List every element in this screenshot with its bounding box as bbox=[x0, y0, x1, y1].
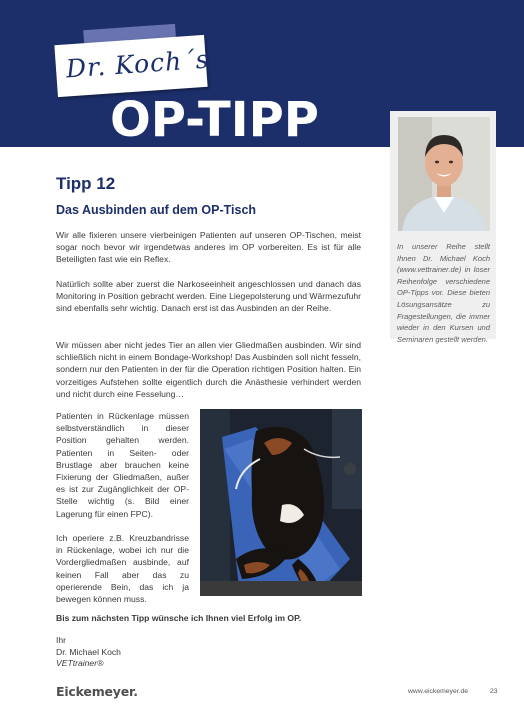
portrait-image bbox=[398, 117, 490, 231]
page-title: OP-TIPP bbox=[110, 92, 319, 148]
tip-number-heading: Tipp 12 bbox=[56, 174, 116, 193]
publisher-logo: Eickemeyer. bbox=[56, 684, 138, 699]
sidebar-intro-text: In unserer Reihe stellt Ihnen Dr. Michael Koch (www.vettrainer.de) in loser Reihenfolge verschiedene OP-Tipps vor. Diese bieten Lösungsansätze zu Fragestellungen, die immer wieder in den Kursen und Seminaren gestellt werden. bbox=[397, 242, 490, 344]
surgery-positioning-photo bbox=[200, 409, 362, 596]
closing-line: Bis zum nächsten Tipp wünsche ich Ihnen viel Erfolg im OP. bbox=[56, 613, 302, 623]
dog-on-table-image bbox=[200, 409, 362, 596]
paragraph-5: Ich operiere z.B. Kreuzbandrisse in Rückenlage, wobei ich nur die Vordergliedmaßen ausbinde, auf keinen Fall aber das zu operierende Bein, das ich ja bewegen können muss. bbox=[56, 533, 189, 605]
logo-script-text: Dr. Koch´s bbox=[65, 44, 211, 84]
author-portrait bbox=[398, 117, 490, 231]
footer-website-link[interactable]: www.eickemeyer.de bbox=[408, 688, 469, 695]
paragraph-2: Natürlich sollte aber zuerst die Narkoseeinheit angeschlossen und danach das Monitoring in Position gebracht werden. Eine Liegepolsterung und Wärmezufuhr sind ebenfalls sehr wichtig. Danach erst ist das Ausbinden an der Reihe. bbox=[56, 279, 361, 314]
signature-line-2: Dr. Michael Koch bbox=[56, 646, 121, 657]
paragraph-3: Wir müssen aber nicht jedes Tier an allen vier Gliedmaßen ausbinden. Wir sind schließlich nicht in einem Bondage-Workshop! Das Ausbinden soll nicht fesseln, sondern nur den Patienten in der für die Operation richtigen Position halten. Ein vorzeitiges Aufstehen sollte eigentlich durch die Anästhesie verhindert werden und nicht durch eine Fesselung… bbox=[56, 340, 361, 399]
page-number: 23 bbox=[490, 688, 498, 695]
article-subtitle: Das Ausbinden auf dem OP-Tisch bbox=[56, 203, 257, 217]
signature-line-1: Ihr bbox=[56, 635, 67, 645]
signature-line-3: VETtrainer® bbox=[56, 658, 104, 668]
logo-card bbox=[54, 35, 211, 97]
signature-block bbox=[56, 635, 121, 670]
paragraph-1: Wir alle fixieren unsere vierbeinigen Patienten auf unseren OP-Tischen, meist sogar noch bevor wir irgendetwas anderes im OP vorbereiten. Es ist für alle Beteiligten fast wie ein Reflex. bbox=[56, 230, 361, 265]
paragraph-4: Patienten in Rückenlage müssen selbstverständlich in dieser Position gehalten werden. Patienten in Seiten- oder Brustlage aber brauchen keine Fixierung der Gliedmaßen, außer es ist zur Zugänglichkeit der OP-Stelle wichtig (s. Bild einer Lagerung für einen FPC). bbox=[56, 411, 189, 519]
